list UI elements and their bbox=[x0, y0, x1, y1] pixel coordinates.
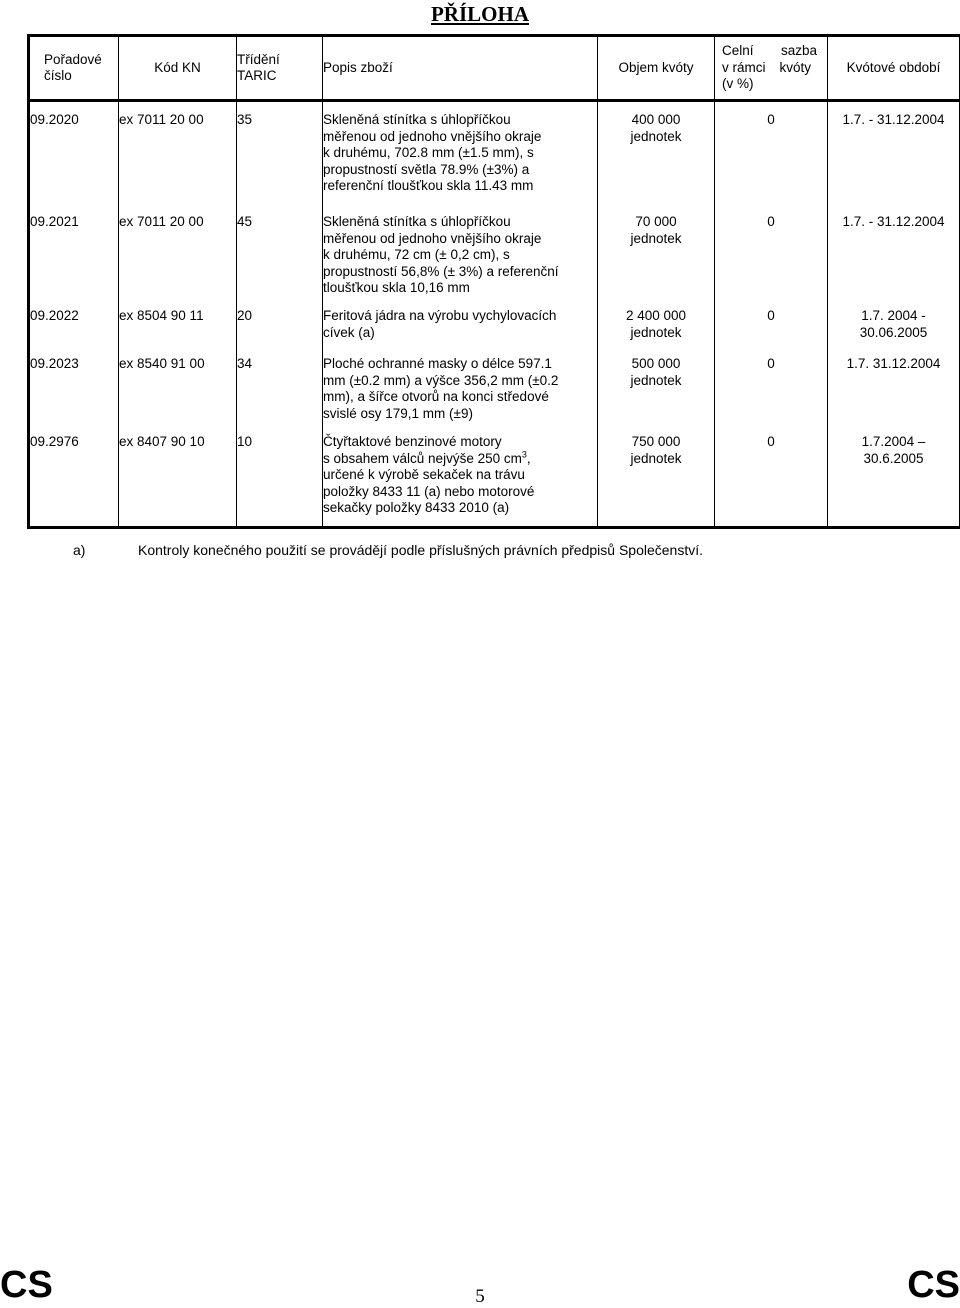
cn-code: ex 8407 90 10 bbox=[119, 434, 237, 528]
taric-code: 20 bbox=[237, 308, 323, 356]
quota-volume: 400 000 jednotek bbox=[598, 101, 715, 215]
quota-period: 1.7. - 31.12.2004 bbox=[828, 101, 960, 215]
header-rate-word-3: v rámci bbox=[722, 59, 766, 75]
goods-description bbox=[323, 434, 598, 528]
taric-code: 34 bbox=[237, 356, 323, 434]
header-rate-unit: (v %) bbox=[722, 76, 754, 92]
quota-volume: 2 400 000 jednotek bbox=[598, 308, 715, 356]
header-quota-period: Kvótové období bbox=[828, 36, 960, 101]
header-description: Popis zboží bbox=[323, 36, 598, 101]
goods-description-line-1: Čtyřtaktové benzinové motory bbox=[323, 434, 502, 449]
header-serial-number: Pořadové číslo bbox=[29, 36, 119, 101]
header-rate-word-2: sazba bbox=[780, 43, 817, 59]
duty-rate: 0 bbox=[715, 308, 828, 356]
table-row bbox=[29, 434, 960, 528]
duty-rate: 0 bbox=[715, 434, 828, 528]
language-code-left: CS bbox=[0, 1264, 53, 1306]
cn-code: ex 8504 90 11 bbox=[119, 308, 237, 356]
serial-number: 09.2023 bbox=[29, 356, 119, 434]
quota-volume: 500 000 jednotek bbox=[598, 356, 715, 434]
taric-code: 10 bbox=[237, 434, 323, 528]
quota-period: 1.7. 31.12.2004 bbox=[828, 356, 960, 434]
duty-rate: 0 bbox=[715, 101, 828, 215]
header-rate-word-1: Celní bbox=[722, 43, 754, 59]
serial-number: 09.2021 bbox=[29, 214, 119, 308]
table-row bbox=[29, 308, 960, 356]
cubic-superscript: 3 bbox=[521, 449, 527, 459]
annex-title: PŘÍLOHA bbox=[430, 2, 529, 26]
header-quota-volume: Objem kvóty bbox=[598, 36, 715, 101]
page-number: 5 bbox=[475, 1286, 485, 1307]
cn-code: ex 7011 20 00 bbox=[119, 214, 237, 308]
duty-rate: 0 bbox=[715, 214, 828, 308]
header-duty-rate bbox=[715, 36, 828, 101]
cn-code: ex 7011 20 00 bbox=[119, 101, 237, 215]
table-header-row bbox=[29, 36, 960, 101]
footnote-marker: a) bbox=[73, 542, 86, 558]
engine-capacity-text: s obsahem válců nejvýše 250 cm bbox=[323, 450, 522, 466]
goods-description-line-2 bbox=[323, 451, 597, 468]
quota-period: 1.7. - 31.12.2004 bbox=[828, 214, 960, 308]
table-row bbox=[29, 214, 960, 308]
header-cn-code: Kód KN bbox=[119, 36, 237, 101]
goods-description: Feritová jádra na výrobu vychylovacích cívek (a) bbox=[323, 308, 598, 356]
goods-description-rest: určené k výrobě sekaček na trávu položky 8433 11 (a) nebo motorové sekačky položky 8433 2010 (a) bbox=[323, 467, 535, 515]
quota-period: 1.7.2004 – 30.6.2005 bbox=[828, 434, 960, 528]
goods-description: Skleněná stínítka s úhlopříčkou měřenou od jednoho vnějšího okraje k druhému, 72 cm (± 0,2 cm), s propustností 56,8% (± 3%) a referenční tloušťkou skla 10,16 mm bbox=[323, 214, 598, 308]
engine-capacity-comma: , bbox=[526, 450, 531, 466]
language-code-right: CS bbox=[907, 1264, 960, 1306]
serial-number: 09.2022 bbox=[29, 308, 119, 356]
serial-number: 09.2976 bbox=[29, 434, 119, 528]
taric-code: 45 bbox=[237, 214, 323, 308]
footnote-text: Kontroly konečného použití se provádějí podle příslušných právních předpisů Společenství. bbox=[138, 542, 704, 558]
table-row bbox=[29, 356, 960, 434]
taric-code: 35 bbox=[237, 101, 323, 215]
quota-table bbox=[27, 34, 960, 529]
quota-period: 1.7. 2004 - 30.06.2005 bbox=[828, 308, 960, 356]
goods-description: Skleněná stínítka s úhlopříčkou měřenou od jednoho vnějšího okraje k druhému, 702.8 mm (±1.5 mm), s propustností světla 78.9% (±3%) a referenční tloušťkou skla 11.43 mm bbox=[323, 101, 598, 215]
quota-volume: 750 000 jednotek bbox=[598, 434, 715, 528]
goods-description: Ploché ochranné masky o délce 597.1 mm (±0.2 mm) a výšce 356,2 mm (±0.2 mm), a šířce otvorů na konci středové svislé osy 179,1 mm (±9) bbox=[323, 356, 598, 434]
serial-number: 09.2020 bbox=[29, 101, 119, 215]
header-taric: Třídění TARIC bbox=[237, 36, 323, 101]
cn-code: ex 8540 91 00 bbox=[119, 356, 237, 434]
table-row bbox=[29, 101, 960, 215]
duty-rate: 0 bbox=[715, 356, 828, 434]
header-rate-word-4: kvóty bbox=[779, 59, 812, 75]
quota-volume: 70 000 jednotek bbox=[598, 214, 715, 308]
